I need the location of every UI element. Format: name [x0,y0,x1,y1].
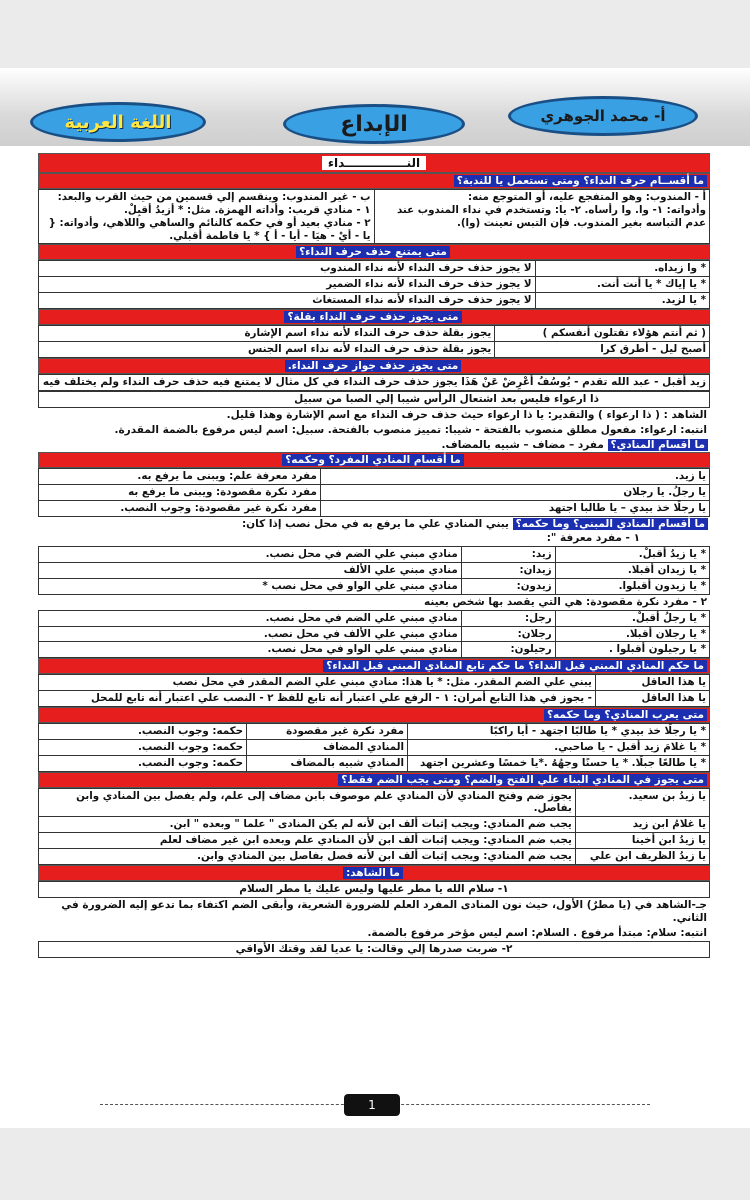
page-title: النـــــــــــــــداء [38,153,710,173]
q4-note-2: انتبه: ارعواء: مفعول مطلق منصوب بالفتحة - شيبا: تمييز منصوب بالفتحة. سبيل: اسم ليس مرفوع بالضمة المقدرة. [114,424,707,437]
q7-table: * يا زيدُ أقبلْ. زيد: منادي مبني علي الضم في محل نصب. * يا زيدان أقبلا. زيدان: منادي مبني علي الألف * يا زيدون أقبلوا. زيدون: منادي مبني علي الواو في محل نصب * [38,546,710,595]
q8-table: يا هذا العاقل يبني علي الضم المقدر. مثل: * يا هذا: منادي مبني علي الضم المقدر في محل نصب يا هذا العاقل - يجوز في هذا التابع أمران: ١ - الرفع علي اعتبار أنه تابع للفظ ٢ - النصب علي اعتبار أنه تابع للمحل [38,674,710,707]
q11-line-2: جـ-الشاهد في (يا مطرٌ) الأول، حيث نون المنادى المفرد العلم للضرورة الشعرية، وأبقى الضم اكتفاء بما تدعو إليه الضرورة في الثاني. [61,898,707,925]
q7-table-2: * يا رجلُ أقبلْ. رجل: منادي مبني علي الضم في محل نصب. * يا رجلان أقبلا. رجلان: منادي مبني علي الألف في محل نصب. * يا رجيلون أقبلوا . رجيلون: منادي مبني علي الواو في محل نصب. [38,610,710,659]
q3-table: ( ثم أنتم هؤلاء تقتلون أنفسكم ) يجوز بقلة حذف حرف النداء لأنه نداء اسم الإشارة أصبح ليل - أطرق كرا يجوز بقلة حذف حرف النداء لأنه نداء اسم الجنس [38,325,710,358]
question-5: ما أقسام المنادي؟ مفرد – مضاف – شبيه بالمضاف. [38,438,710,452]
q1-right-cell: أ - المندوب: وهو المتفجع عليه، أو المتوجع منه: وأدواته: ١- وا. وا رأساه. ٢- يا: وتستخدم في نداء المندوب عند عدم التباسه بغير المندوب. فإن التبس تعينت (وا). [374,190,710,244]
q11-line-1: ١- سلام الله يا مطر عليها وليس عليك يا مطر السلام [38,881,710,898]
subject-badge: اللغة العربية [30,102,206,142]
question-8: ما حكم المنادي المبني قبل النداء؟ ما حكم تابع المنادي المبني قبل النداء؟ [38,658,710,674]
q11-line-4: ٢- ضربت صدرها إلي وقالت: يا عديا لقد وقتك الأواقي [38,941,710,958]
question-7: ما أقسام المنادي المبني؟ وما حكمه؟ يبني المنادي علي ما يرفع به في محل نصب إذا كان: [38,517,710,531]
q7-sub-1: ١ - مفرد معرفة ": [546,531,640,544]
brand-badge: الإبداع [283,104,465,144]
q4-note-1: الشاهد : ( ذا ارعواء ) والتقدير: يا ذا ارعواء حيث حذف حرف النداء مع اسم الإشارة وهذا قليل. [226,408,707,421]
teacher-badge: أ- محمد الجوهري [508,96,698,136]
q6-table: يا زيد. مفرد معرفة علم: ويبنى ما يرفع به. يا رجلُ. يا رجلان مفرد نكرة مقصودة: ويبنى ما يرفع به يا رجلًا خذ بيدي – يا طالبا اجتهد مفرد نكرة غير مقصودة: وجوب النصب. [38,468,710,517]
question-2: متى يمتنع حذف حرف النداء؟ [38,244,710,260]
question-6: ما أقسام المنادي المفرد؟ وحكمه؟ [38,452,710,468]
q11-line-3: انتبه: سلام: مبتدأ مرفوع . السلام: اسم ليس مؤخر مرفوع بالضمة. [367,927,707,940]
question-10: متى يجوز في المنادي البناء علي الفتح والضم؟ ومتى يجب الضم فقط؟ [38,772,710,788]
q4-row-2: ذا ارعواء فليس بعد اشتعال الرأس شيبا إلي الصبا من سبيل [38,391,710,408]
top-gray-bar [0,0,750,68]
q2-table: * وا زيداه. لا يجوز حذف حرف النداء لأنه نداء المندوب * يا إياك * يا أنت أنت. لا يجوز حذف حرف النداء لأنه نداء الضمير * يا لزيد. لا يجوز حذف حرف النداء لأنه نداء المستغاث [38,260,710,309]
q1-table [38,189,710,244]
question-11: ما الشاهد: [38,865,710,881]
question-9: متى يعرب المنادي؟ وما حكمه؟ [38,707,710,723]
page-number: 1 [344,1094,400,1116]
worksheet-content [38,153,710,958]
q4-row-1: زيد أقبل - عبد الله تقدم - يُوسُفُ أَعْرِضْ عَنْ هَذَا يجوز حذف حرف النداء في كل مثال لا يمتنع فيه حذف حرف النداء ولم يختلف فيه [38,374,710,391]
q7-sub-2: ٢ - مفرد نكرة مقصودة: هي التي يقصد بها شخص بعينه [424,595,707,608]
question-3: متى يجوز حذف حرف النداء بقلة؟ [38,309,710,325]
question-1: ما أقســام حرف النداء؟ ومتى تستعمل يا للندبة؟ [38,173,710,189]
q9-table: * يا رجلًا خذ بيدي * يا طالبًا اجتهد - أيا راكبًا مفرد نكرة غير مقصودة حكمه: وجوب النصب. * يا غلامَ زيد أقبل - يا صاحبي. المنادي المضاف حكمه: وجوب النصب. * يا طالعًا جبلًا. * يا حسنًا وجهُهُ .*يا خمسًا وعشرين اجتهد المنادي شبيه بالمضاف حكمه: وجوب النصب. [38,723,710,772]
q1-left-cell: ب - غير المندوب: وينقسم إلي قسمين من حيث القرب والبعد: ١ - منادي قريب: وأداته الهمزة. مثل: * أزيدُ أقبِلْ. ٢ - منادي بعيد أو في حكمه كالنائم والساهي واللاهي، وأدواته: { يا - أيْ - هيَا - أيا - أ } * يا فاطمة أقبلي. [39,190,375,244]
bottom-gray-bar [0,1128,750,1200]
q10-table: يا زيدُ بن سعيد. يجوز ضم وفتح المنادي لأن المنادي علم موصوف بابن مضاف إلى علم، ولم يفصل بين المنادي وابن بفاصل. يا غلامُ ابن زيد يجب ضم المنادي: ويجب إثبات ألف ابن لأنه لم يكن المنادى " علما " وبعده " ابن. يا زيدُ ابن أخينا يجب ضم المنادي: ويجب إثبات ألف ابن لأن المنادي علم وبعده ابن غير مضاف لعلم يا زيدُ الظريف ابن علي يجب ضم المنادي: ويجب إثبات ألف ابن لأنه فصل بفاصل بين المنادي وابن. [38,788,710,865]
question-4: متى يجوز حذف جواز حرف النداء. [38,358,710,374]
